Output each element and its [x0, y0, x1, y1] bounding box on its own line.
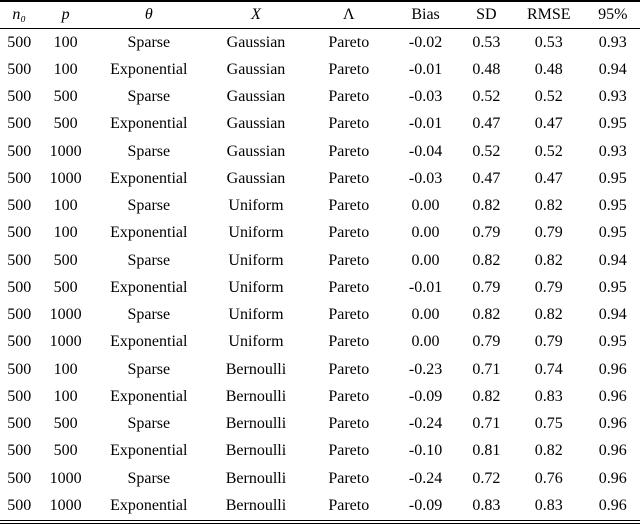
table-row: [0, 302, 640, 329]
table-cell: 0.82: [472, 197, 501, 215]
table-cell: 100: [53, 360, 78, 378]
table-row: [0, 56, 640, 83]
table-cell: -0.01: [408, 278, 443, 296]
table-cell: Pareto: [328, 251, 370, 269]
table-row: [0, 274, 640, 301]
table-row: [0, 356, 640, 383]
table-cell: 100: [53, 60, 78, 78]
table-cell: -0.24: [408, 415, 443, 433]
table-cell: 500: [53, 251, 78, 269]
table-cell: Sparse: [127, 415, 171, 433]
table-cell: Sparse: [127, 469, 171, 487]
table-cell: 0.83: [472, 497, 501, 515]
table-cell: Uniform: [228, 224, 284, 242]
table-row: [0, 492, 640, 522]
table-row: [0, 329, 640, 356]
table-cell: 500: [53, 415, 78, 433]
table-cell: Uniform: [228, 306, 284, 324]
table-cell: Bernoulli: [225, 442, 287, 460]
table-cell: 500: [7, 306, 32, 324]
table-row: [0, 138, 640, 165]
table-cell: 0.48: [534, 60, 563, 78]
table-row: [0, 84, 640, 111]
table-cell: 0.82: [534, 442, 563, 460]
table-cell: 0.79: [472, 333, 501, 351]
table-cell: 0.79: [472, 278, 501, 296]
table-cell: Gaussian: [226, 88, 286, 106]
column-header-sd: SD: [461, 1, 512, 29]
table-cell: 0.95: [598, 197, 627, 215]
table-cell: 0.95: [598, 115, 627, 133]
table-cell: 500: [53, 442, 78, 460]
table-cell: -0.04: [408, 142, 443, 160]
table-cell: 500: [7, 142, 32, 160]
table-cell: Bernoulli: [225, 497, 287, 515]
table-cell: 0.82: [472, 251, 501, 269]
table-cell: 0.82: [472, 306, 501, 324]
table-cell: Pareto: [328, 306, 370, 324]
table-cell: -0.01: [408, 60, 443, 78]
table-cell: -0.09: [408, 387, 443, 405]
table-cell: Pareto: [328, 333, 370, 351]
table-cell: Sparse: [127, 88, 171, 106]
table-cell: 0.96: [598, 387, 627, 405]
table-cell: Pareto: [328, 415, 370, 433]
table-cell: 0.79: [472, 224, 501, 242]
table-cell: 0.52: [472, 88, 501, 106]
table-cell: -0.09: [408, 497, 443, 515]
table-cell: Uniform: [228, 333, 284, 351]
table-cell: 0.75: [534, 415, 563, 433]
table-cell: 500: [7, 115, 32, 133]
table-cell: Exponential: [110, 224, 188, 242]
table-cell: 0.47: [472, 115, 501, 133]
table-row: [0, 465, 640, 492]
table-cell: Exponential: [110, 333, 188, 351]
table-cell: 0.82: [534, 306, 563, 324]
table-cell: 0.48: [472, 60, 501, 78]
table-cell: 500: [53, 115, 78, 133]
table-cell: 500: [7, 88, 32, 106]
table-row: [0, 220, 640, 247]
table-cell: Gaussian: [226, 33, 286, 51]
table-cell: Pareto: [328, 115, 370, 133]
table-cell: Sparse: [127, 360, 171, 378]
table-cell: 0.94: [598, 251, 627, 269]
table-cell: 0.95: [598, 333, 627, 351]
column-header-bias: Bias: [390, 1, 460, 29]
table-cell: Pareto: [328, 142, 370, 160]
table-cell: -0.01: [408, 115, 443, 133]
table-cell: Pareto: [328, 469, 370, 487]
table-body: [0, 29, 640, 523]
table-cell: Uniform: [228, 251, 284, 269]
table-cell: Uniform: [228, 197, 284, 215]
table-cell: Bernoulli: [225, 415, 287, 433]
table-cell: Pareto: [328, 33, 370, 51]
table-cell: Gaussian: [226, 115, 286, 133]
table-cell: -0.23: [408, 360, 443, 378]
table-cell: Exponential: [110, 169, 188, 187]
table-cell: -0.10: [408, 442, 443, 460]
table-cell: Gaussian: [226, 169, 286, 187]
table-cell: 500: [7, 197, 32, 215]
table-cell: -0.03: [408, 169, 443, 187]
table-cell: 0.96: [598, 442, 627, 460]
table-cell: 500: [53, 278, 78, 296]
table-cell: 0.71: [472, 415, 501, 433]
table-cell: 0.94: [598, 60, 627, 78]
table-cell: 0.82: [534, 251, 563, 269]
table-row: [0, 383, 640, 410]
table-cell: 0.93: [598, 33, 627, 51]
table-cell: Bernoulli: [225, 469, 287, 487]
table-cell: 0.76: [534, 469, 563, 487]
table-cell: 500: [7, 469, 32, 487]
column-header-95: 95%: [586, 1, 640, 29]
table-cell: 0.47: [534, 115, 563, 133]
table-cell: 0.72: [472, 469, 501, 487]
table-cell: 100: [53, 387, 78, 405]
table-row: [0, 247, 640, 274]
table-cell: 0.00: [411, 251, 440, 269]
table-cell: Sparse: [127, 197, 171, 215]
table-row: [0, 111, 640, 138]
table-cell: 500: [7, 251, 32, 269]
table-cell: 0.83: [534, 387, 563, 405]
column-header-x: X: [205, 1, 307, 29]
table-cell: 1000: [49, 169, 82, 187]
table-cell: Sparse: [127, 142, 171, 160]
table-cell: Pareto: [328, 497, 370, 515]
table-cell: Sparse: [127, 33, 171, 51]
table-cell: Pareto: [328, 60, 370, 78]
table-cell: Gaussian: [226, 142, 286, 160]
table-cell: 0.52: [534, 88, 563, 106]
table-cell: 1000: [49, 142, 82, 160]
table-cell: Pareto: [328, 360, 370, 378]
table-cell: 1000: [49, 497, 82, 515]
table-row: [0, 29, 640, 57]
table-cell: 0.52: [534, 142, 563, 160]
table-cell: 100: [53, 197, 78, 215]
table-cell: 0.53: [534, 33, 563, 51]
table-cell: Gaussian: [226, 60, 286, 78]
table-cell: Pareto: [328, 224, 370, 242]
table-cell: 500: [53, 88, 78, 106]
table-cell: 1000: [49, 306, 82, 324]
table-cell: 0.79: [534, 278, 563, 296]
table-header-row: [0, 1, 640, 29]
table-cell: -0.02: [408, 33, 443, 51]
table-cell: 1000: [49, 333, 82, 351]
table-cell: 500: [7, 415, 32, 433]
table-cell: Exponential: [110, 442, 188, 460]
table-cell: 0.52: [472, 142, 501, 160]
table-cell: 0.47: [472, 169, 501, 187]
table-cell: Pareto: [328, 387, 370, 405]
table-cell: 0.82: [534, 197, 563, 215]
table-cell: Uniform: [228, 278, 284, 296]
table-row: [0, 165, 640, 192]
table-cell: Exponential: [110, 497, 188, 515]
table-cell: 0.96: [598, 497, 627, 515]
table-cell: 0.94: [598, 306, 627, 324]
table-cell: 500: [7, 387, 32, 405]
table-cell: 0.96: [598, 415, 627, 433]
table-cell: 500: [7, 224, 32, 242]
table-cell: Pareto: [328, 278, 370, 296]
table-cell: Pareto: [328, 442, 370, 460]
table-cell: Exponential: [110, 387, 188, 405]
column-header-rmse: RMSE: [512, 1, 586, 29]
table-cell: Exponential: [110, 278, 188, 296]
table-cell: 0.74: [534, 360, 563, 378]
table-cell: 100: [53, 224, 78, 242]
table-cell: 0.93: [598, 142, 627, 160]
table-cell: Pareto: [328, 169, 370, 187]
table-cell: 0.00: [411, 306, 440, 324]
column-header-n0: n₀: [0, 1, 38, 29]
table-cell: 0.79: [534, 333, 563, 351]
column-header-theta: θ: [93, 1, 205, 29]
table-cell: 500: [7, 60, 32, 78]
table-cell: Sparse: [127, 251, 171, 269]
table-cell: 1000: [49, 469, 82, 487]
table-cell: 500: [7, 33, 32, 51]
column-header-p: p: [38, 1, 92, 29]
table-cell: 0.81: [472, 442, 501, 460]
table-cell: Sparse: [127, 306, 171, 324]
table-cell: 0.71: [472, 360, 501, 378]
table-cell: 500: [7, 497, 32, 515]
table-row: [0, 411, 640, 438]
table-cell: 0.00: [411, 224, 440, 242]
table-row: [0, 438, 640, 465]
table-cell: -0.24: [408, 469, 443, 487]
table-row: [0, 193, 640, 220]
table-cell: Exponential: [110, 60, 188, 78]
table-cell: Exponential: [110, 115, 188, 133]
table-cell: 0.47: [534, 169, 563, 187]
table-cell: Bernoulli: [225, 387, 287, 405]
table-cell: 500: [7, 169, 32, 187]
table-cell: 0.83: [534, 497, 563, 515]
table-cell: 0.96: [598, 469, 627, 487]
table-cell: 500: [7, 278, 32, 296]
column-header-lambda: Λ: [307, 1, 390, 29]
table-cell: 0.82: [472, 387, 501, 405]
table-cell: -0.03: [408, 88, 443, 106]
table-cell: 0.95: [598, 169, 627, 187]
table-cell: 500: [7, 360, 32, 378]
table-cell: 0.53: [472, 33, 501, 51]
table-cell: Pareto: [328, 197, 370, 215]
table-cell: 0.95: [598, 278, 627, 296]
table-cell: 500: [7, 333, 32, 351]
table-cell: Pareto: [328, 88, 370, 106]
table-cell: 0.00: [411, 333, 440, 351]
table-cell: 0.93: [598, 88, 627, 106]
table-cell: 0.00: [411, 197, 440, 215]
table-cell: 0.95: [598, 224, 627, 242]
table-cell: 0.79: [534, 224, 563, 242]
table-cell: 500: [7, 442, 32, 460]
table-cell: 0.96: [598, 360, 627, 378]
table-cell: Bernoulli: [225, 360, 287, 378]
table-cell: 100: [53, 33, 78, 51]
